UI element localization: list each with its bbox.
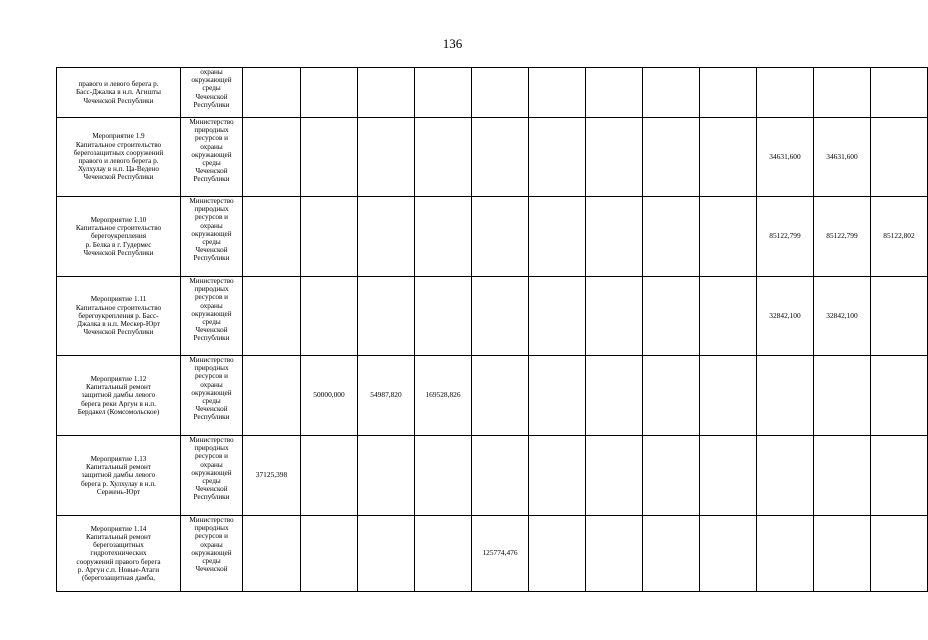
value-cell [415, 118, 472, 197]
value-cell [243, 68, 301, 118]
value-cell [301, 516, 358, 592]
executor-cell: Министерство природных ресурсов и охраны окружающей среды Чеченской Республики [181, 197, 243, 277]
value-cell: 37125,398 [243, 436, 301, 516]
measure-cell [57, 516, 181, 592]
value-cell [415, 197, 472, 277]
value-cell [814, 356, 871, 436]
executor-cell: охраны окружающей среды Чеченской Республики [181, 68, 243, 118]
value-cell [871, 356, 928, 436]
value-cell [415, 277, 472, 356]
executor-cell: Министерство природных ресурсов и охраны окружающей среды Чеченской Республики [181, 436, 243, 516]
budget-table [56, 67, 928, 592]
value-cell [415, 436, 472, 516]
measure-text: Мероприятие 1.14 Капитальный ремонт берегозащитных гидротехнических сооружений правого берега р. Аргун с.п. Новые-Атаги (берегозащитная дамба, [76, 524, 161, 582]
value-cell [529, 277, 586, 356]
value-cell [472, 68, 529, 118]
value-cell [700, 197, 757, 277]
value-cell [358, 197, 415, 277]
table-row [57, 516, 928, 592]
value-cell [243, 118, 301, 197]
value-cell [586, 436, 643, 516]
value-cell [529, 356, 586, 436]
value-cell [415, 516, 472, 592]
executor-cell: Министерство природных ресурсов и охраны окружающей среды Чеченской Республики [181, 356, 243, 436]
value-cell [358, 277, 415, 356]
value-cell [586, 197, 643, 277]
value-cell: 85122,802 [871, 197, 928, 277]
executor-cell: Министерство природных ресурсов и охраны окружающей среды Чеченской Республики [181, 118, 243, 197]
value-cell [643, 436, 700, 516]
value-cell [529, 516, 586, 592]
value-cell [871, 436, 928, 516]
value-cell [472, 118, 529, 197]
value-cell: 50000,000 [301, 356, 358, 436]
value-cell [301, 197, 358, 277]
table-row [57, 197, 928, 277]
value-cell [700, 68, 757, 118]
measure-cell [57, 277, 181, 356]
value-cell [358, 436, 415, 516]
value-cell [586, 516, 643, 592]
value-cell: 32842,100 [757, 277, 814, 356]
value-cell: 34631,600 [814, 118, 871, 197]
table-row [57, 436, 928, 516]
value-cell [643, 356, 700, 436]
measure-cell [57, 197, 181, 277]
value-cell [643, 118, 700, 197]
value-cell: 85122,799 [757, 197, 814, 277]
value-cell [243, 277, 301, 356]
value-cell [757, 68, 814, 118]
value-cell [871, 516, 928, 592]
measure-cell [57, 68, 181, 118]
measure-cell [57, 118, 181, 197]
value-cell [586, 277, 643, 356]
table-row [57, 277, 928, 356]
value-cell [871, 277, 928, 356]
measure-text: Мероприятие 1.13 Капитальный ремонт защитной дамбы левого берега р. Хулхулау в н.п. Сержень-Юрт [81, 454, 156, 496]
value-cell [643, 516, 700, 592]
measure-text: Мероприятие 1.12 Капитальный ремонт защитной дамбы левого берега реки Аргун в н.п. Бердакел (Комсомольское) [77, 374, 160, 416]
executor-cell: Министерство природных ресурсов и охраны окружающей среды Чеченской [181, 516, 243, 592]
value-cell [814, 516, 871, 592]
value-cell [301, 277, 358, 356]
value-cell [871, 118, 928, 197]
executor-cell: Министерство природных ресурсов и охраны окружающей среды Чеченской Республики [181, 277, 243, 356]
value-cell: 34631,600 [757, 118, 814, 197]
value-cell: 125774,476 [472, 516, 529, 592]
value-cell [358, 118, 415, 197]
value-cell [757, 436, 814, 516]
value-cell [529, 436, 586, 516]
value-cell [243, 516, 301, 592]
value-cell [358, 516, 415, 592]
value-cell [243, 356, 301, 436]
value-cell [529, 68, 586, 118]
measure-cell [57, 356, 181, 436]
value-cell [301, 68, 358, 118]
value-cell [472, 356, 529, 436]
measure-text: Мероприятие 1.9 Капитальное строительство берегозащитных сооружений правого и левого берега р. Хулхулау в н.п. Ца-Ведено Чеченской Республики [73, 132, 164, 182]
value-cell [643, 277, 700, 356]
measure-text: правого и левого берега р. Басс-Джалка в н.п. Агишты Чеченской Республики [76, 80, 161, 105]
table-body [57, 68, 928, 592]
value-cell [586, 118, 643, 197]
value-cell [529, 197, 586, 277]
table-row [57, 68, 928, 118]
value-cell [472, 436, 529, 516]
value-cell [814, 68, 871, 118]
value-cell [643, 197, 700, 277]
value-cell [700, 516, 757, 592]
value-cell [871, 68, 928, 118]
value-cell: 32842,100 [814, 277, 871, 356]
table-row [57, 356, 928, 436]
value-cell [243, 197, 301, 277]
value-cell [700, 118, 757, 197]
value-cell [700, 277, 757, 356]
value-cell [814, 436, 871, 516]
value-cell [301, 118, 358, 197]
value-cell [586, 356, 643, 436]
value-cell: 169528,826 [415, 356, 472, 436]
value-cell [643, 68, 700, 118]
value-cell [301, 436, 358, 516]
value-cell: 54987,820 [358, 356, 415, 436]
measure-text: Мероприятие 1.11 Капитальное строительство берегоукрепления р. Басс- Джалка в н.п. Мескер-Юрт Чеченской Республики [75, 295, 162, 337]
value-cell [472, 277, 529, 356]
value-cell [415, 68, 472, 118]
page-number: 136 [442, 36, 463, 51]
value-cell [586, 68, 643, 118]
value-cell [529, 118, 586, 197]
measure-text: Мероприятие 1.10 Капитальное строительство берегоукрепления р. Белка в г. Гудермес Чеченской Республики [75, 215, 162, 257]
value-cell [700, 356, 757, 436]
table-row [57, 118, 928, 197]
value-cell [700, 436, 757, 516]
value-cell [358, 68, 415, 118]
value-cell [472, 197, 529, 277]
measure-cell [57, 436, 181, 516]
value-cell [757, 356, 814, 436]
value-cell: 85122,799 [814, 197, 871, 277]
value-cell [757, 516, 814, 592]
